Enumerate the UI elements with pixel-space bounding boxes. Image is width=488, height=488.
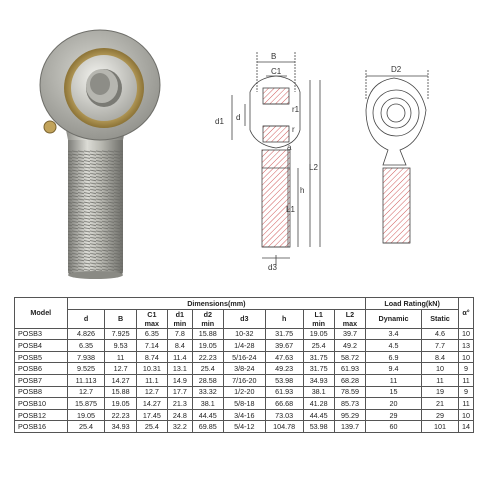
col-header-C1: C1 max [136, 309, 167, 328]
col-header-alpha: α° [459, 298, 474, 329]
cell-model: POSB6 [15, 363, 68, 375]
cell-L2: 78.59 [334, 386, 365, 398]
cell-model: POSB3 [15, 328, 68, 340]
label-d3: d3 [268, 263, 277, 272]
cell-L1: 53.98 [303, 421, 334, 433]
table-row [15, 398, 474, 410]
cell-C1: 11.1 [136, 374, 167, 386]
cell-C1: 10.31 [136, 363, 167, 375]
cell-B: 22.23 [105, 409, 136, 421]
cell-alpha: 10 [459, 409, 474, 421]
cell-d3: 5/4-12 [223, 421, 265, 433]
cell-model: POSB10 [15, 398, 68, 410]
cell-d1: 13.1 [167, 363, 192, 375]
cell-d1: 11.4 [167, 351, 192, 363]
cell-d2: 25.4 [192, 363, 223, 375]
cell-d1: 17.7 [167, 386, 192, 398]
cell-dynamic: 6.9 [366, 351, 422, 363]
cell-d2: 33.32 [192, 386, 223, 398]
col-header-d3: d3 [223, 309, 265, 328]
cell-B: 15.88 [105, 386, 136, 398]
col-header-model: Model [15, 298, 68, 329]
cell-h: 49.23 [265, 363, 303, 375]
col-header-d: d [67, 309, 105, 328]
section-drawing [232, 52, 320, 265]
cell-alpha: 11 [459, 398, 474, 410]
cell-L1: 44.45 [303, 409, 334, 421]
cell-L1: 19.05 [303, 328, 334, 340]
cell-static: 21 [421, 398, 458, 410]
cell-d: 7.938 [67, 351, 105, 363]
cell-d: 6.35 [67, 340, 105, 352]
cell-d2: 44.45 [192, 409, 223, 421]
cell-d1: 14.9 [167, 374, 192, 386]
cell-C1: 14.27 [136, 398, 167, 410]
table-row [15, 351, 474, 363]
cell-model: POSB8 [15, 386, 68, 398]
cell-model: POSB12 [15, 409, 68, 421]
col-header-d2: d2 min [192, 309, 223, 328]
cell-B: 9.53 [105, 340, 136, 352]
cell-dynamic: 9.4 [366, 363, 422, 375]
cell-d2: 38.1 [192, 398, 223, 410]
cell-alpha: 14 [459, 421, 474, 433]
cell-L2: 58.72 [334, 351, 365, 363]
cell-L1: 34.93 [303, 374, 334, 386]
cell-static: 8.4 [421, 351, 458, 363]
table-row [15, 374, 474, 386]
front-view-drawing [366, 70, 428, 243]
cell-d3: 5/16-24 [223, 351, 265, 363]
cell-dynamic: 3.4 [366, 328, 422, 340]
cell-static: 11 [421, 374, 458, 386]
cell-d2: 28.58 [192, 374, 223, 386]
cell-d1: 8.4 [167, 340, 192, 352]
cell-L2: 61.93 [334, 363, 365, 375]
cell-B: 12.7 [105, 363, 136, 375]
col-header-static: Static [421, 309, 458, 328]
cell-B: 19.05 [105, 398, 136, 410]
cell-dynamic: 15 [366, 386, 422, 398]
table-row [15, 363, 474, 375]
cell-alpha: 9 [459, 386, 474, 398]
cell-dynamic: 20 [366, 398, 422, 410]
label-h: h [300, 186, 305, 195]
cell-C1: 12.7 [136, 386, 167, 398]
cell-L2: 68.28 [334, 374, 365, 386]
cell-L2: 139.7 [334, 421, 365, 433]
cell-d1: 7.8 [167, 328, 192, 340]
label-r1: r1 [292, 105, 300, 114]
cell-dynamic: 11 [366, 374, 422, 386]
cell-alpha: 9 [459, 363, 474, 375]
cell-model: POSB4 [15, 340, 68, 352]
cell-d3: 5/8-18 [223, 398, 265, 410]
table-header-row-sub [15, 309, 474, 328]
cell-d: 11.113 [67, 374, 105, 386]
cell-d2: 19.05 [192, 340, 223, 352]
cell-h: 61.93 [265, 386, 303, 398]
col-header-h: h [265, 309, 303, 328]
col-header-L1: L1 min [303, 309, 334, 328]
cell-C1: 25.4 [136, 421, 167, 433]
cell-L1: 38.1 [303, 386, 334, 398]
cell-d3: 7/16-20 [223, 374, 265, 386]
cell-C1: 17.45 [136, 409, 167, 421]
cell-L1: 25.4 [303, 340, 334, 352]
table-row [15, 409, 474, 421]
cell-h: 66.68 [265, 398, 303, 410]
cell-C1: 8.74 [136, 351, 167, 363]
cell-L1: 41.28 [303, 398, 334, 410]
cell-h: 47.63 [265, 351, 303, 363]
cell-d: 9.525 [67, 363, 105, 375]
col-header-B: B [105, 309, 136, 328]
cell-d: 4.826 [67, 328, 105, 340]
group-header-dimensions: Dimensions(mm) [67, 298, 365, 310]
table-header-row-group [15, 298, 474, 310]
label-C1: C1 [271, 67, 282, 76]
cell-alpha: 11 [459, 374, 474, 386]
table-row [15, 340, 474, 352]
spec-table [14, 297, 474, 433]
cell-L1: 31.75 [303, 363, 334, 375]
cell-static: 7.7 [421, 340, 458, 352]
label-L2: L2 [309, 163, 318, 172]
col-header-dynamic: Dynamic [366, 309, 422, 328]
cell-alpha: 10 [459, 351, 474, 363]
cell-L2: 95.29 [334, 409, 365, 421]
cell-B: 11 [105, 351, 136, 363]
cell-d1: 21.3 [167, 398, 192, 410]
cell-h: 104.78 [265, 421, 303, 433]
cell-d: 19.05 [67, 409, 105, 421]
cell-L2: 49.2 [334, 340, 365, 352]
cell-h: 73.03 [265, 409, 303, 421]
table-row [15, 386, 474, 398]
cell-d2: 69.85 [192, 421, 223, 433]
cell-C1: 6.35 [136, 328, 167, 340]
cell-B: 7.925 [105, 328, 136, 340]
cell-alpha: 10 [459, 328, 474, 340]
cell-d1: 32.2 [167, 421, 192, 433]
cell-dynamic: 4.5 [366, 340, 422, 352]
cell-static: 101 [421, 421, 458, 433]
cell-d3: 10-32 [223, 328, 265, 340]
cell-d: 25.4 [67, 421, 105, 433]
col-header-d1: d1 min [167, 309, 192, 328]
cell-L1: 31.75 [303, 351, 334, 363]
cell-B: 34.93 [105, 421, 136, 433]
cell-model: POSB16 [15, 421, 68, 433]
cell-d: 12.7 [67, 386, 105, 398]
cell-C1: 7.14 [136, 340, 167, 352]
table-row [15, 421, 474, 433]
cell-L2: 39.7 [334, 328, 365, 340]
cell-model: POSB5 [15, 351, 68, 363]
label-d1: d1 [215, 117, 224, 126]
cell-d3: 1/4-28 [223, 340, 265, 352]
cell-L2: 85.73 [334, 398, 365, 410]
cell-dynamic: 29 [366, 409, 422, 421]
cell-d2: 22.23 [192, 351, 223, 363]
label-r: r [292, 125, 295, 134]
table-body [15, 328, 474, 432]
cell-static: 4.6 [421, 328, 458, 340]
cell-d2: 15.88 [192, 328, 223, 340]
label-D2: D2 [391, 65, 402, 74]
grease-fitting [44, 121, 56, 133]
label-L1: L1 [286, 205, 295, 214]
label-a: a [287, 143, 292, 152]
cell-static: 29 [421, 409, 458, 421]
rod-end-photo [40, 30, 160, 279]
cell-model: POSB7 [15, 374, 68, 386]
label-d: d [236, 113, 241, 122]
cell-static: 19 [421, 386, 458, 398]
cell-d3: 3/4-16 [223, 409, 265, 421]
cell-h: 39.67 [265, 340, 303, 352]
cell-d: 15.875 [67, 398, 105, 410]
cell-h: 53.98 [265, 374, 303, 386]
col-header-L2: L2 max [334, 309, 365, 328]
cell-h: 31.75 [265, 328, 303, 340]
cell-d1: 24.8 [167, 409, 192, 421]
cell-d3: 1/2-20 [223, 386, 265, 398]
cell-static: 10 [421, 363, 458, 375]
table-row [15, 328, 474, 340]
label-B: B [271, 52, 277, 61]
cell-d3: 3/8-24 [223, 363, 265, 375]
cell-B: 14.27 [105, 374, 136, 386]
cell-dynamic: 60 [366, 421, 422, 433]
cell-alpha: 13 [459, 340, 474, 352]
group-header-load: Load Rating(kN) [366, 298, 459, 310]
